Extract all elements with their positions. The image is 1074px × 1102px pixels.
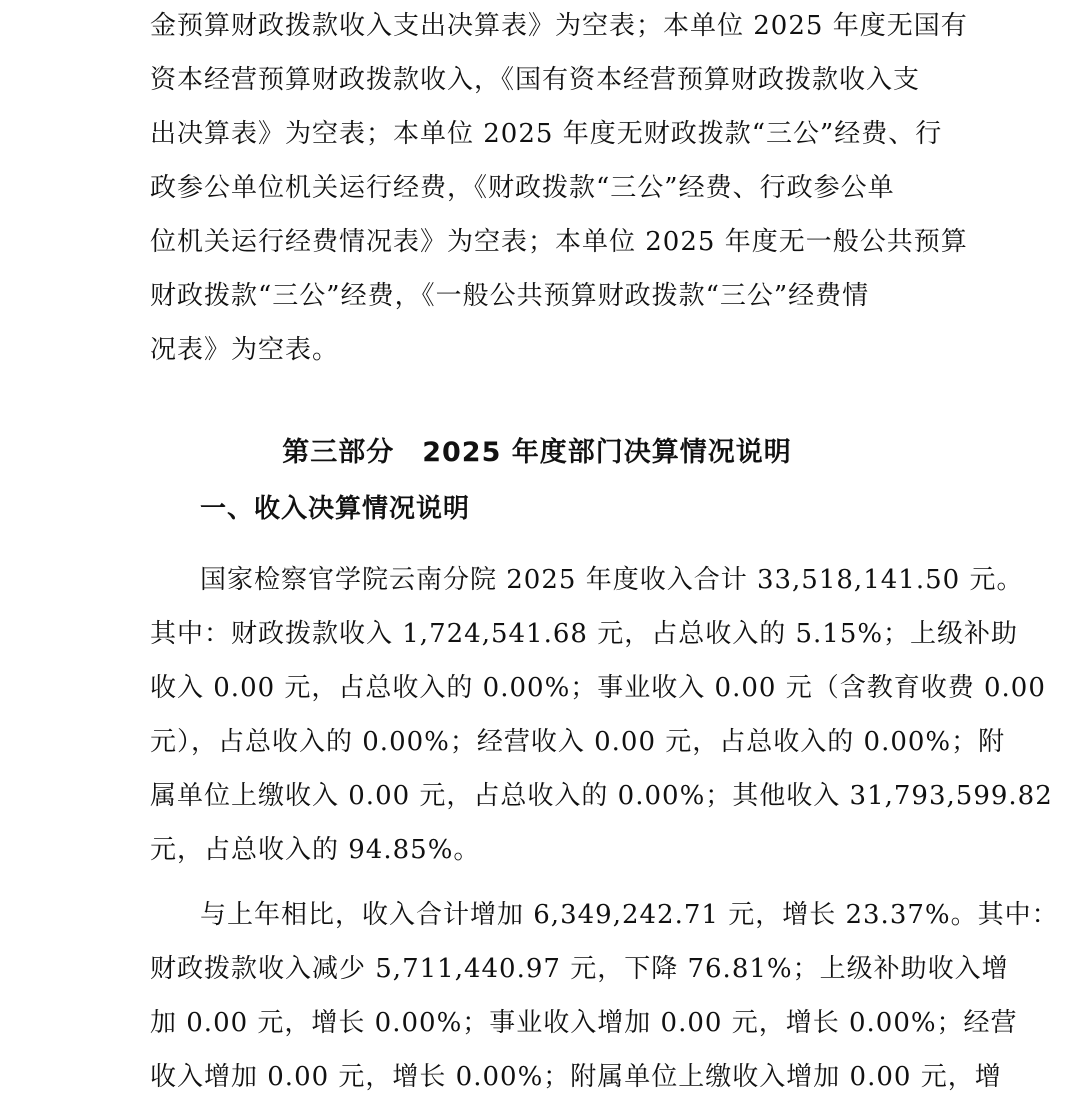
text-line: 元，占总收入的 94.85%。 [150, 835, 481, 865]
text-line: 收入增加 0.00 元，增长 0.00%；附属单位上缴收入增加 0.00 元，增 [150, 1062, 1002, 1092]
text-line: 资本经营预算财政拨款收入，《国有资本经营预算财政拨款收入支 [150, 65, 921, 95]
text-line: 加 0.00 元，增长 0.00%；事业收入增加 0.00 元，增长 0.00%；经营 [150, 1008, 1018, 1038]
text-line: 收入 0.00 元，占总收入的 0.00%；事业收入 0.00 元（含教育收费 0.00 [150, 673, 1046, 703]
text-line: 元），占总收入的 0.00%；经营收入 0.00 元，占总收入的 0.00%；附 [150, 727, 1006, 757]
subsection-title: 一、收入决算情况说明 [200, 494, 471, 524]
text-line: 国家检察官学院云南分院 2025 年度收入合计 33,518,141.50 元。 [200, 565, 1024, 595]
text-line: 属单位上缴收入 0.00 元，占总收入的 0.00%；其他收入 31,793,599.82 [150, 781, 1053, 811]
text-line: 财政拨款收入减少 5,711,440.97 元，下降 76.81%；上级补助收入增 [150, 954, 1009, 984]
text-line: 金预算财政拨款收入支出决算表》为空表；本单位 2025 年度无国有 [150, 11, 968, 41]
text-line: 财政拨款“三公”经费，《一般公共预算财政拨款“三公”经费情 [150, 281, 870, 311]
text-line: 与上年相比，收入合计增加 6,349,242.71 元，增长 23.37%。其中： [200, 900, 1059, 930]
text-line: 况表》为空表。 [150, 335, 340, 365]
text-line: 其中：财政拨款收入 1,724,541.68 元，占总收入的 5.15%；上级补助 [150, 619, 1019, 649]
text-line: 位机关运行经费情况表》为空表；本单位 2025 年度无一般公共预算 [150, 227, 968, 257]
section-title: 第三部分 2025 年度部门决算情况说明 [282, 437, 792, 468]
text-line: 政参公单位机关运行经费，《财政拨款“三公”经费、行政参公单 [150, 173, 895, 203]
text-line: 出决算表》为空表；本单位 2025 年度无财政拨款“三公”经费、行 [150, 119, 943, 149]
